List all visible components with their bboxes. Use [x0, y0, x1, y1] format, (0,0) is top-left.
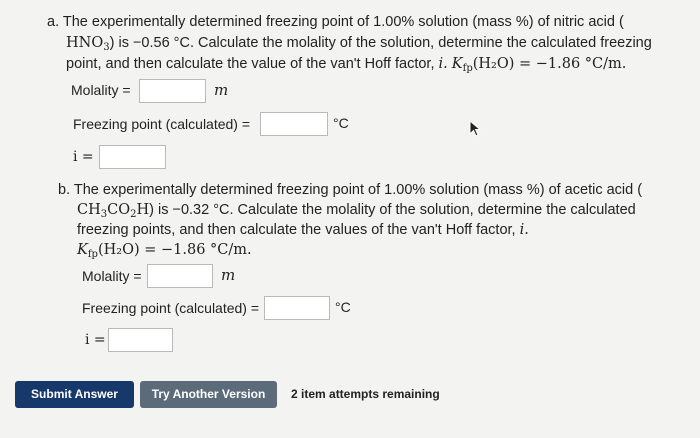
question-a-line-3: point, and then calculate the value of the van't Hoff factor, i. $K_{fp}(H_2O) = -1.86$ °C/m. [66, 56, 627, 74]
freezing-point-b-label: Freezing point (calculated) = [82, 300, 260, 316]
freezing-point-a-unit: °C [333, 115, 349, 131]
vant-hoff-b-label: i = [85, 332, 106, 348]
molality-a-label: Molality = [71, 82, 131, 98]
try-another-version-button[interactable]: Try Another Version [140, 381, 277, 408]
vant-hoff-a-input[interactable] [99, 145, 166, 169]
vant-hoff-a-label: i = [73, 149, 94, 165]
submit-answer-button[interactable]: Submit Answer [15, 381, 134, 408]
vant-hoff-b-input[interactable] [108, 328, 173, 352]
molality-a-unit: m [214, 81, 229, 99]
freezing-point-a-input[interactable] [260, 112, 328, 136]
question-b-line-1: b. The experimentally determined freezing point of 1.00% solution (mass %) of acetic acid ( [58, 182, 643, 198]
question-b-line-4: $K_{fp}(H_2O) = -1.86$ °C/m. [77, 242, 252, 260]
acetic-acid-formula: $CH_3CO_2H$ [77, 202, 150, 220]
question-a-line-2: $HNO_3$) is −0.56 °C. Calculate the molality of the solution, determine the calculated freezing [66, 35, 652, 53]
molality-b-unit: m [221, 266, 236, 284]
freezing-point-b-input[interactable] [264, 296, 330, 320]
nitric-acid-formula: $HNO_3$ [66, 35, 110, 53]
molality-a-input[interactable] [139, 79, 206, 103]
mouse-cursor-icon [469, 120, 483, 138]
freezing-point-b-unit: °C [335, 299, 351, 315]
question-a-line-1: a. The experimentally determined freezing point of 1.00% solution (mass %) of nitric acid ( [47, 14, 624, 30]
molality-b-input[interactable] [147, 264, 213, 288]
question-b-line-3: freezing points, and then calculate the values of the van't Hoff factor, i. [77, 222, 529, 238]
molality-b-label: Molality = [82, 268, 142, 284]
question-b-line-2: $CH_3CO_2H$) is −0.32 °C. Calculate the molality of the solution, determine the calculated [77, 202, 636, 220]
freezing-point-a-label: Freezing point (calculated) = [73, 116, 251, 132]
attempts-remaining-text: 2 item attempts remaining [291, 387, 440, 401]
